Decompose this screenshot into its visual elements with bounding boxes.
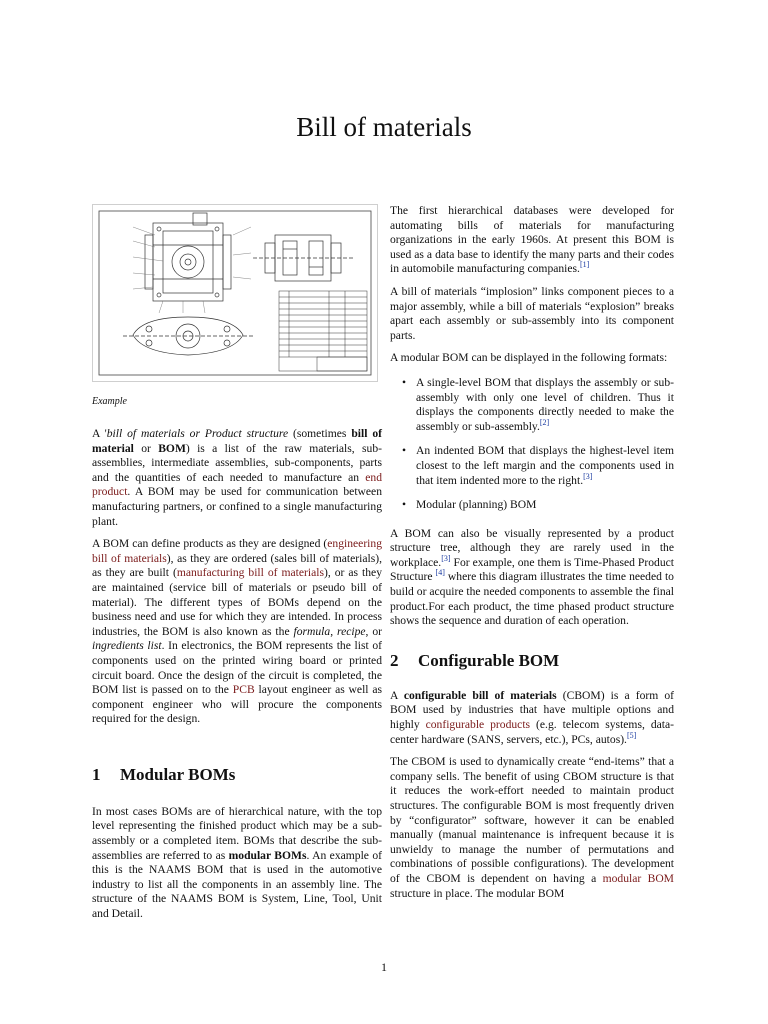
citation-link[interactable]: [3] <box>441 554 451 564</box>
citation-link[interactable]: [5] <box>626 730 637 740</box>
page-title: Bill of materials <box>296 112 472 142</box>
product-structure-paragraph: A BOM can also be visually represented by a product structure tree, although they are rarely used in the workplace.[3] For example, one them is Time-Phased Product Structure [4] where this diagram illustrates the time needed to build or acquire the needed components to assemble the final product.For each product, the time phased product structure shows the sequence and duration of each operation. <box>390 526 674 628</box>
end-product-link[interactable]: end product <box>92 470 382 499</box>
pcb-link[interactable]: PCB <box>232 683 255 697</box>
bom-example-drawing <box>92 204 378 382</box>
hierarchical-db-paragraph: The first hierarchical databases were developed for automating bills of materials for manufacturing organizations in the early 1960s. At present this BOM is used as a data base to identify the many parts and their codes in automobile manufacturing companies.[1] <box>390 204 674 276</box>
bom-types-paragraph: A BOM can define products as they are designed (engineering bill of materials), as they are ordered (sales bill of materials), as they are built (manufacturing bill of materials), or as they are maintained (service bill of materials or pseudo bill of material). The different types of BOMs depend on the business need and use for which they are intended. In process industries, the BOM is also known as the formula, recipe, or ingredients list. In electronics, the BOM represents the list of components used on the printed wiring board or printed circuit board. Once the design of the circuit is completed, the BOM list is passed on to the PCB layout engineer as well as component engineer who will procure the components required for the design. <box>92 537 382 726</box>
cbom-usage-paragraph: The CBOM is used to dynamically create “end-items” that a company sells. The benefit of using CBOM structure is that it reduces the work-effort needed to maintain product structures. The configurable BOM is most frequently driven by “configurator” software, however it can be enabled manually (manual maintenance is infrequent because it is unwieldy to manage the number of permutations and combinations of possible configurations). The development of the CBOM is dependent on having a modular BOM structure in place. The modular BOM <box>390 755 674 900</box>
modular-boms-paragraph: In most cases BOMs are of hierarchical nature, with the top level representing the finished product which may be a sub-assembly or a completed item. BOMs that describe the sub-assemblies are referred to as modular BOMs. An example of this is the NAAMS BOM that is used in the automotive industry to list all the components in an assembly line. The structure of the NAAMS BOM is System, Line, Tool, Unit and Detail. <box>92 804 382 921</box>
cbom-definition-paragraph: A configurable bill of materials (CBOM) is a form of BOM used by industries that have multiple options and highly configurable products (e.g. telecom systems, data-center hardware (SANS, servers, etc.), PCs, autos).[5] <box>390 688 674 746</box>
modular-bom-link[interactable]: modular BOM <box>602 871 674 885</box>
engineering-bom-link[interactable]: engineering bill of materials <box>92 537 382 565</box>
manufacturing-bom-link[interactable]: manufacturing bill of materials <box>176 566 324 580</box>
list-item: • Modular (planning) BOM <box>390 498 674 513</box>
formats-intro-paragraph: A modular BOM can be displayed in the following formats: <box>390 351 668 365</box>
list-item: • An indented BOM that displays the highest-level item closest to the left margin and the components used in that item indented more to the right.[3] <box>390 444 674 488</box>
bom-formats-list <box>390 376 674 513</box>
right-column <box>390 204 674 909</box>
configurable-products-link[interactable]: configurable products <box>425 718 531 732</box>
citation-link[interactable]: [4] <box>435 568 445 578</box>
list-item: • A single-level BOM that displays the assembly or sub-assembly with only one level of children. Thus it displays the components directly needed to make the assembly or sub-assembly.[2] <box>390 376 674 434</box>
left-column <box>92 204 382 930</box>
citation-link[interactable]: [2] <box>539 417 550 427</box>
citation-link[interactable]: [3] <box>583 471 593 481</box>
citation-link[interactable]: [1] <box>579 260 590 270</box>
technical-drawing-image <box>93 205 377 381</box>
figure-caption: Example <box>92 396 127 407</box>
intro-paragraph: A 'bill of materials or Product structure (sometimes bill of material or BOM) is a list of the raw materials, sub-assemblies, intermediate assemblies, sub-components, parts and the quantities of each needed to manufacture an end product. A BOM may be used for communication between manufacturing partners, or confined to a single manufacturing plant. <box>92 427 383 528</box>
page-number: 1 <box>381 960 387 974</box>
implosion-paragraph: A bill of materials “implosion” links component pieces to a major assembly, while a bill of materials “explosion” breaks apart each assembly or sub-assembly into its component parts. <box>390 284 674 342</box>
section-heading-configurable-bom: 2 Configurable BOM <box>390 650 560 670</box>
section-heading-modular-boms: 1 Modular BOMs <box>92 764 236 784</box>
